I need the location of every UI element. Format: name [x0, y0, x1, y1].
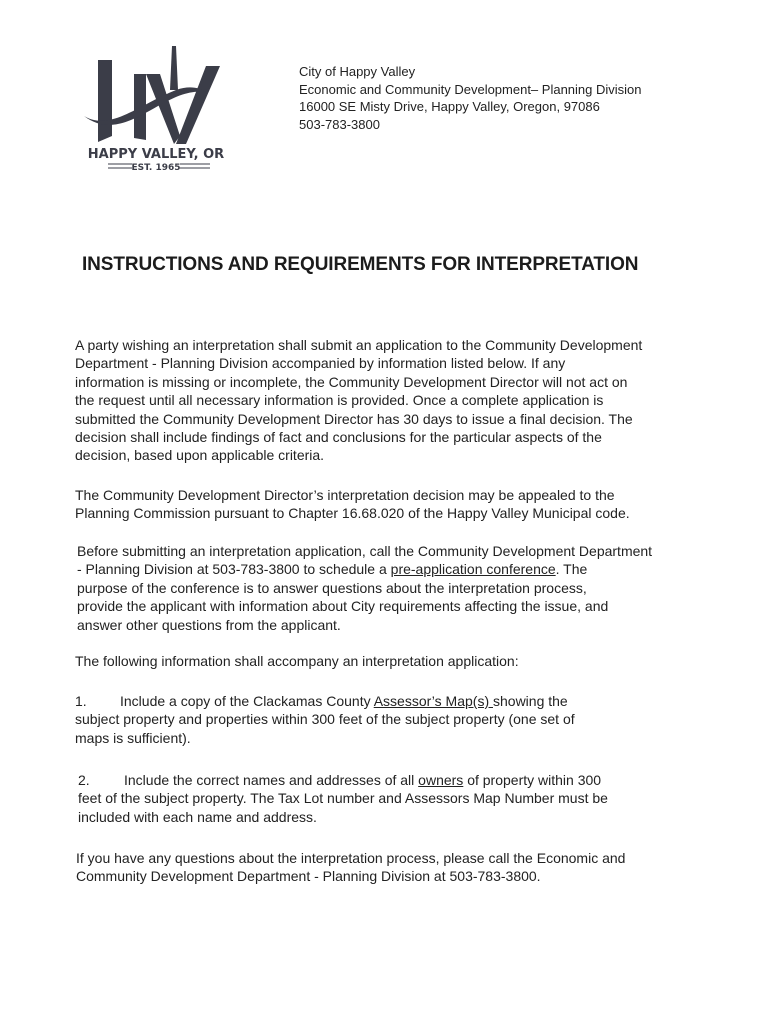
appeal-paragraph — [75, 486, 630, 523]
preapp-line: purpose of the conference is to answer questions about the interpretation process, — [77, 579, 587, 596]
hv-monogram-icon — [80, 44, 232, 180]
intro-line: the request until all necessary information is provided. Once a complete application is — [75, 392, 604, 409]
item2-line: included with each name and address. — [78, 808, 317, 825]
item1-text: Include a copy of the Clackamas County — [120, 693, 374, 709]
owners-link[interactable]: owners — [418, 772, 464, 788]
preapplication-paragraph — [77, 542, 652, 634]
preapp-line — [77, 560, 652, 578]
item2-number: 2. — [78, 772, 90, 788]
header-line-phone: 503-783-3800 — [299, 116, 380, 132]
intro-line: Department - Planning Division accompanied by information listed below. If any — [75, 355, 566, 372]
header-line-city: City of Happy Valley — [299, 64, 416, 79]
closing-line: Community Development Department - Planning Division at 503-783-3800. — [76, 868, 541, 885]
logo-est: EST. 1965 — [131, 163, 181, 173]
appeal-line: The Community Development Director’s interpretation decision may be appealed to the — [75, 487, 615, 503]
happy-valley-logo — [80, 44, 232, 180]
document-title: INSTRUCTIONS AND REQUIREMENTS FOR INTERPRETATION — [82, 254, 639, 275]
intro-line: A party wishing an interpretation shall submit an application to the Community Development — [75, 337, 643, 353]
item2-line — [78, 771, 608, 789]
item1-line: maps is sufficient). — [75, 729, 191, 746]
following-info-line — [75, 652, 519, 670]
closing-paragraph — [76, 849, 625, 886]
assessors-map-link[interactable]: Assessor’s Map(s) — [373, 693, 493, 709]
preapp-line2-end: . The — [555, 561, 588, 578]
following-text: The following information shall accompany an interpretation application: — [75, 653, 519, 669]
preapp-line2-text: - Planning Division at 503-783-3800 to schedule a — [77, 561, 391, 578]
item1-line — [75, 692, 575, 710]
closing-line: If you have any questions about the interpretation process, please call the Economic and — [76, 850, 626, 866]
appeal-line: Planning Commission pursuant to Chapter 16.68.020 of the Happy Valley Municipal code. — [75, 505, 630, 522]
item1-number: 1. — [75, 693, 87, 709]
header-line-department: Economic and Community Development– Planning Division — [299, 81, 642, 97]
item1-text-end: showing the — [493, 693, 568, 709]
requirement-item-2 — [78, 771, 608, 826]
address-block — [299, 63, 642, 133]
requirement-item-1 — [75, 692, 575, 747]
logo-name: HAPPY VALLEY, OR — [87, 147, 225, 162]
intro-paragraph — [75, 336, 642, 465]
intro-line: decision, based upon applicable criteria. — [75, 447, 325, 464]
item1-line: subject property and properties within 300 feet of the subject property (one set of — [75, 711, 575, 728]
item2-text-end: of property within 300 — [463, 772, 602, 788]
item2-text: Include the correct names and addresses of all — [124, 772, 419, 788]
intro-line: decision shall include findings of fact and conclusions for the particular aspects of the — [75, 429, 602, 446]
preapp-line: Before submitting an interpretation application, call the Community Development Department — [77, 543, 653, 559]
item2-line: feet of the subject property. The Tax Lot number and Assessors Map Number must be — [78, 790, 608, 807]
intro-line: submitted the Community Development Director has 30 days to issue a final decision. The — [75, 410, 633, 427]
pre-application-conference-link[interactable]: pre-application conference — [390, 561, 556, 578]
preapp-line: answer other questions from the applicant. — [77, 616, 341, 633]
intro-line: information is missing or incomplete, the Community Development Director will not act on — [75, 373, 628, 390]
header-line-address: 16000 SE Misty Drive, Happy Valley, Oregon, 97086 — [299, 99, 600, 114]
preapp-line: provide the applicant with information about City requirements affecting the issue, and — [77, 598, 609, 615]
